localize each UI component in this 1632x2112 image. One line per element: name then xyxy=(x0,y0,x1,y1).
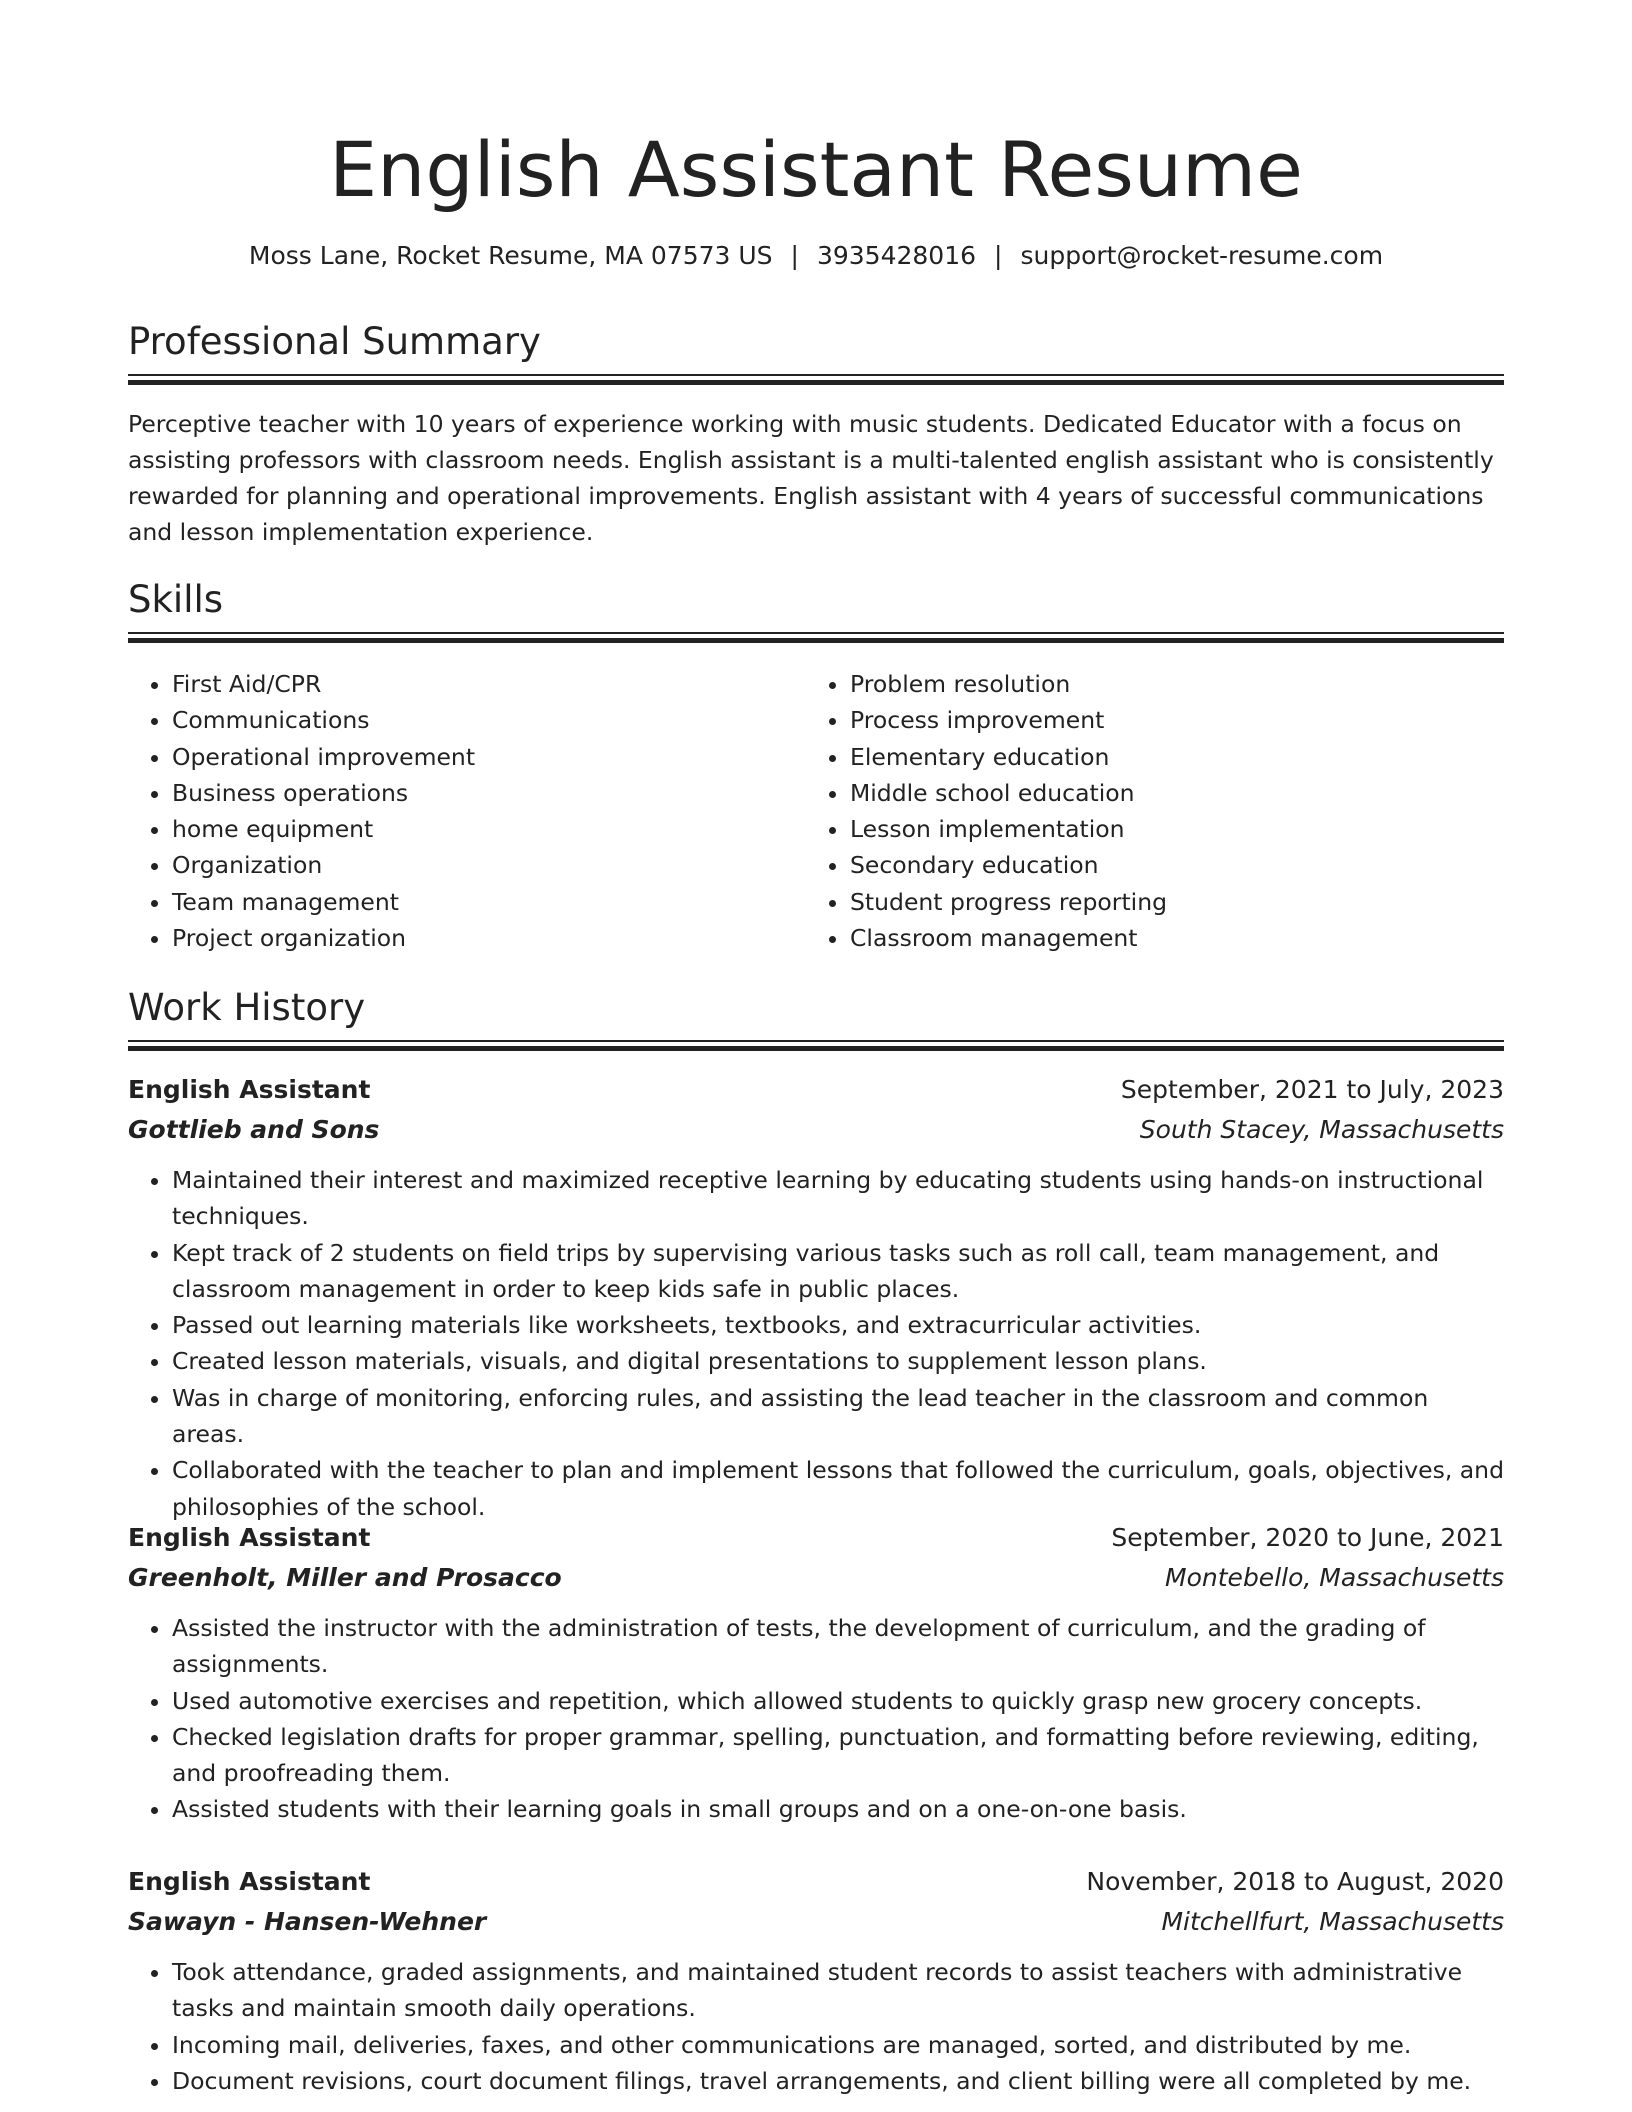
contact-line xyxy=(128,238,1504,274)
skill-item: • home equipment xyxy=(172,811,728,847)
job-bullet: • Assisted students with their learning goals in small groups and on a one-on-one basis. xyxy=(172,1791,1504,1827)
skill-item: • Organization xyxy=(172,847,728,883)
job-location: Montebello, Massachusetts xyxy=(1165,1563,1504,1592)
job-entry xyxy=(128,1070,1504,1525)
skill-item: • Process improvement xyxy=(850,702,1406,738)
section-divider xyxy=(128,374,1504,386)
job-entry xyxy=(128,1862,1504,2099)
job-bullet: • Kept track of 2 students on field trips by supervising various tasks such as roll call, team management, and classroom management in order to keep kids safe in public places. xyxy=(172,1235,1504,1308)
job-bullet: • Passed out learning materials like worksheets, textbooks, and extracurricular activities. xyxy=(172,1307,1504,1343)
skill-item: • Elementary education xyxy=(850,739,1406,775)
contact-phone: 3935428016 xyxy=(816,241,977,270)
skill-item: • Student progress reporting xyxy=(850,884,1406,920)
resume-title: English Assistant Resume xyxy=(329,125,1303,214)
summary-text: Perceptive teacher with 10 years of experience working with music students. Dedicated Educator with a focus on assisting professors with classroom needs. English assistant is a multi-talented english assistant who is consistently rewarded for planning and operational improvements. English assistant with 4 years of successful communications and lesson implementation experience. xyxy=(128,410,1494,546)
job-dates: September, 2021 to July, 2023 xyxy=(1120,1075,1504,1104)
skill-item: • Classroom management xyxy=(850,920,1406,956)
job-dates: September, 2020 to June, 2021 xyxy=(1111,1523,1504,1552)
job-bullet: • Document revisions, court document filings, travel arrangements, and client billing were all completed by me. xyxy=(172,2063,1504,2099)
section-divider xyxy=(128,632,1504,644)
job-company-row xyxy=(128,1558,1504,1598)
skill-item: • Communications xyxy=(172,702,728,738)
contact-email: support@rocket-resume.com xyxy=(1020,241,1384,270)
job-header-row xyxy=(128,1070,1504,1110)
skill-item: • Problem resolution xyxy=(850,666,1406,702)
contact-address: Moss Lane, Rocket Resume, MA 07573 US xyxy=(248,241,773,270)
job-title: English Assistant xyxy=(128,1075,371,1104)
job-bullets xyxy=(128,1162,1504,1525)
job-company-row xyxy=(128,1902,1504,1942)
job-header-row xyxy=(128,1862,1504,1902)
skill-item: • Business operations xyxy=(172,775,728,811)
job-company: Sawayn - Hansen-Wehner xyxy=(128,1907,487,1936)
job-bullet: • Took attendance, graded assignments, and maintained student records to assist teachers with administrative tasks and maintain smooth daily operations. xyxy=(172,1954,1504,2027)
job-title: English Assistant xyxy=(128,1867,371,1896)
job-bullet: • Maintained their interest and maximized receptive learning by educating students using hands-on instructional techniques. xyxy=(172,1162,1504,1235)
skill-item: • Secondary education xyxy=(850,847,1406,883)
job-location: South Stacey, Massachusetts xyxy=(1139,1115,1504,1144)
job-bullets xyxy=(128,1954,1504,2099)
job-dates: November, 2018 to August, 2020 xyxy=(1086,1867,1504,1896)
job-company-row xyxy=(128,1110,1504,1150)
job-title: English Assistant xyxy=(128,1523,371,1552)
job-bullet: • Created lesson materials, visuals, and digital presentations to supplement lesson plans. xyxy=(172,1343,1504,1379)
contact-separator: | xyxy=(994,241,1003,270)
skills-list-left xyxy=(128,666,728,956)
skill-item: • Lesson implementation xyxy=(850,811,1406,847)
section-divider xyxy=(128,1040,1504,1052)
skill-item: • First Aid/CPR xyxy=(172,666,728,702)
job-bullet: • Used automotive exercises and repetition, which allowed students to quickly grasp new grocery concepts. xyxy=(172,1683,1504,1719)
skill-item: • Operational improvement xyxy=(172,739,728,775)
job-bullet: • Was in charge of monitoring, enforcing rules, and assisting the lead teacher in the classroom and common areas. xyxy=(172,1380,1504,1453)
skill-item: • Project organization xyxy=(172,920,728,956)
job-bullets xyxy=(128,1610,1504,1828)
skills-list-right xyxy=(806,666,1406,956)
skill-item: • Middle school education xyxy=(850,775,1406,811)
section-title-work-history: Work History xyxy=(128,986,366,1029)
job-company: Gottlieb and Sons xyxy=(128,1115,380,1144)
skill-item: • Team management xyxy=(172,884,728,920)
job-entry xyxy=(128,1518,1504,1828)
job-bullet: • Incoming mail, deliveries, faxes, and other communications are managed, sorted, and distributed by me. xyxy=(172,2027,1504,2063)
job-company: Greenholt, Miller and Prosacco xyxy=(128,1563,562,1592)
job-location: Mitchellfurt, Massachusetts xyxy=(1161,1907,1504,1936)
job-header-row xyxy=(128,1518,1504,1558)
section-title-skills: Skills xyxy=(128,578,224,621)
section-title-summary: Professional Summary xyxy=(128,320,541,363)
contact-separator: | xyxy=(790,241,799,270)
job-bullet: • Checked legislation drafts for proper grammar, spelling, punctuation, and formatting before reviewing, editing, and proofreading them. xyxy=(172,1719,1504,1792)
job-bullet: • Collaborated with the teacher to plan and implement lessons that followed the curriculum, goals, objectives, and philosophies of the school. xyxy=(172,1452,1504,1525)
job-bullet: • Assisted the instructor with the administration of tests, the development of curriculum, and the grading of assignments. xyxy=(172,1610,1504,1683)
